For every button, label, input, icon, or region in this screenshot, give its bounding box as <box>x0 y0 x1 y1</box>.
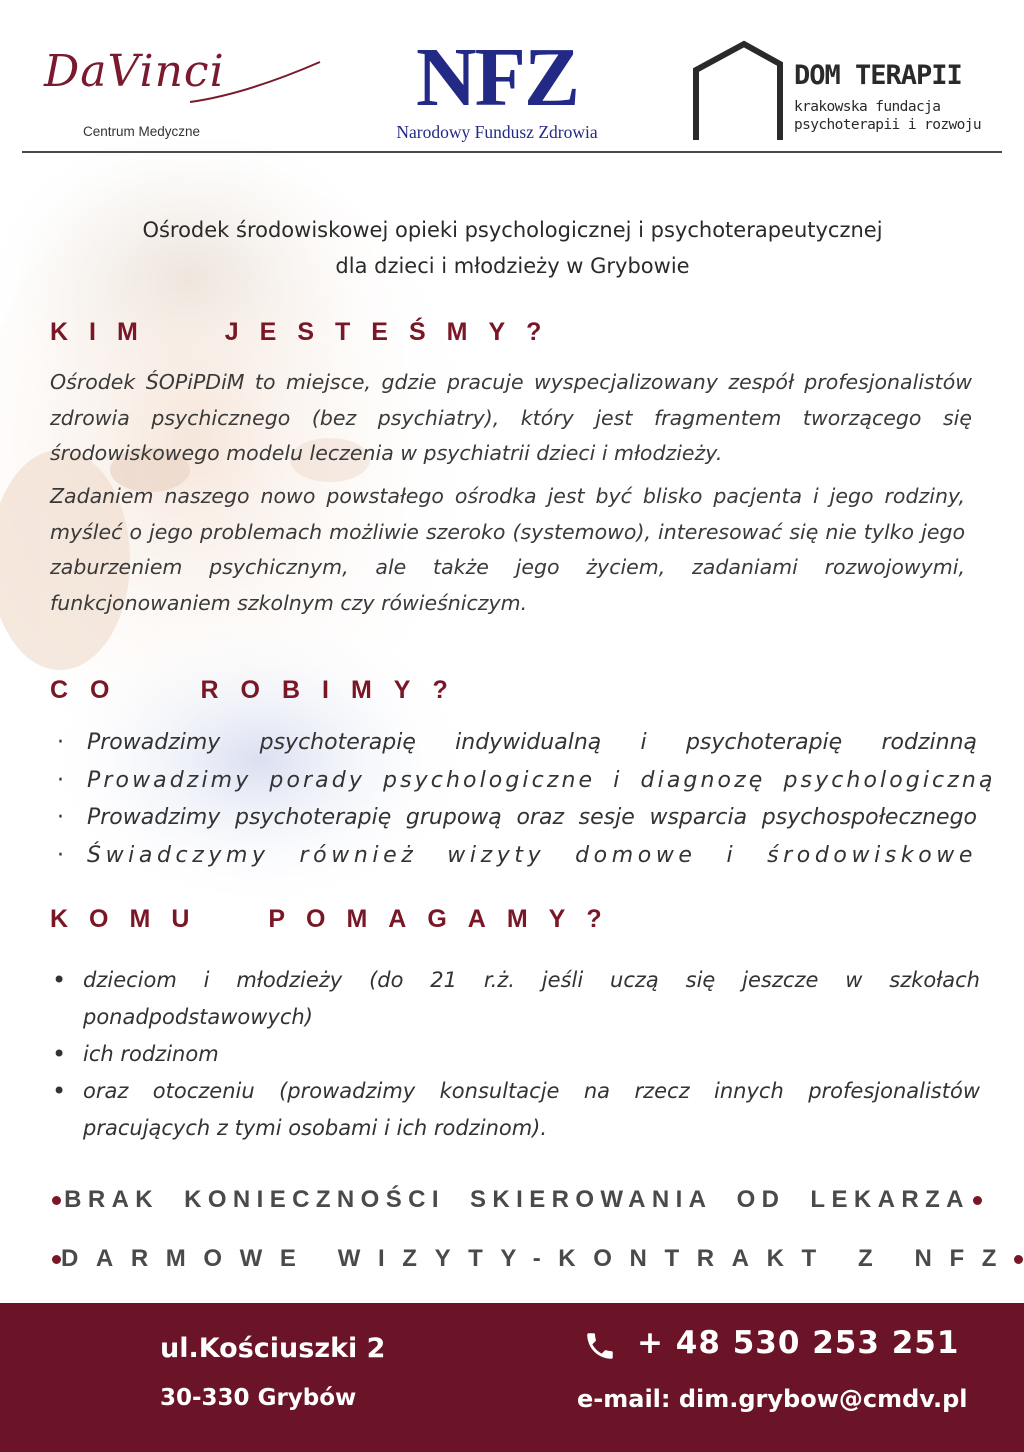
banner-free-visits <box>52 1241 1015 1277</box>
komu-pomagamy-list <box>50 962 980 1147</box>
banner-text: DARMOWE WIZYTY-KONTRAKT Z NFZ <box>61 1245 1015 1272</box>
list-item: · Prowadzimy psychoterapię grupową oraz sesje wsparcia psychospołecznego <box>55 799 977 837</box>
page-title <box>40 212 985 284</box>
middle-dot-icon: · <box>57 805 64 830</box>
middle-dot-icon: · <box>57 767 68 793</box>
page-title-line-2: dla dzieci i młodzieży w Grybowie <box>335 254 690 278</box>
dom-terapii-subtitle-1: krakowska fundacja <box>794 99 941 115</box>
dot-icon <box>52 1196 61 1205</box>
dom-terapii-subtitle-2: psychoterapii i rozwoju <box>794 117 981 133</box>
section-heading-co-robimy: CO ROBIMY? <box>50 676 470 704</box>
kim-paragraph-1: Ośrodek ŚOPiPDiM to miejsce, gdzie pracuje wyspecjalizowany zespół profesjonalistów zdrowia psychicznego (bez psychiatry), który jest fragmentem tworzącego się środowiskowego modelu leczenia w psychiatrii dzieci i młodzieży. <box>50 370 972 465</box>
header-divider <box>22 151 1002 153</box>
list-item: · Prowadzimy porady psychologiczne i diagnozę psychologiczną <box>55 762 977 800</box>
list-item: • ich rodzinom <box>50 1036 980 1073</box>
bullet-icon: • <box>52 1077 67 1105</box>
nfz-subtitle: Narodowy Fundusz Zdrowia <box>396 122 598 142</box>
nfz-logo <box>372 31 622 152</box>
bullet-icon: • <box>52 1040 67 1068</box>
page-title-line-1: Ośrodek środowiskowej opieki psychologicznej i psychoterapeutycznej <box>142 218 883 242</box>
davinci-logo <box>40 40 330 150</box>
davinci-logo-text: DaVinci <box>44 46 225 97</box>
list-item: • oraz otoczeniu (prowadzimy konsultacje na rzecz innych profesjonalistów pracujących z tymi osobami i ich rodzinom). <box>50 1073 980 1147</box>
middle-dot-icon: · <box>57 842 69 868</box>
list-item: · Świadczymy również wizyty domowe i środowiskowe <box>55 837 977 875</box>
contact-footer <box>0 1303 1024 1452</box>
phone-number[interactable]: + 48 530 253 251 <box>637 1325 960 1361</box>
section-heading-komu-pomagamy: KOMU POMAGAMY? <box>50 905 623 933</box>
address-street: ul.Kościuszki 2 <box>160 1333 386 1364</box>
davinci-subtitle: Centrum Medyczne <box>83 124 201 139</box>
nfz-logo-text: NFZ <box>416 31 578 124</box>
banner-no-referral <box>52 1182 982 1218</box>
list-item: • dzieciom i młodzieży (do 21 r.ż. jeśli uczą się jeszcze w szkołach ponadpodstawowych) <box>50 962 980 1036</box>
email-address[interactable]: e-mail: dim.grybow@cmdv.pl <box>577 1385 968 1413</box>
address-city: 30-330 Grybów <box>160 1385 357 1411</box>
dot-icon <box>1014 1255 1023 1264</box>
house-icon <box>692 40 792 144</box>
dom-terapii-title: DOM TERAPII <box>794 60 962 91</box>
middle-dot-icon: · <box>57 730 64 755</box>
dot-icon <box>973 1196 982 1205</box>
dom-terapii-logo <box>692 40 992 144</box>
dot-icon <box>52 1255 61 1264</box>
list-item: · Prowadzimy psychoterapię indywidualną i psychoterapię rodzinną <box>55 724 977 762</box>
bullet-icon: • <box>52 966 67 994</box>
section-heading-kim-jestesmy: KIM JESTEŚMY? <box>50 318 563 346</box>
co-robimy-list <box>55 724 996 874</box>
banner-text: BRAK KONIECZNOŚCI SKIEROWANIA OD LEKARZA <box>64 1186 970 1213</box>
kim-paragraph-2: Zadaniem naszego nowo powstałego ośrodka jest być blisko pacjenta i jego rodziny, myśleć o jego problemach możliwie szeroko (systemowo), interesować się nie tylko jego zaburzeniem psychicznym, ale także jego życiem, zadaniami rozwojowymi, funkcjonowaniem szkolnym czy rówieśniczym. <box>50 484 965 615</box>
phone-icon <box>583 1329 617 1363</box>
